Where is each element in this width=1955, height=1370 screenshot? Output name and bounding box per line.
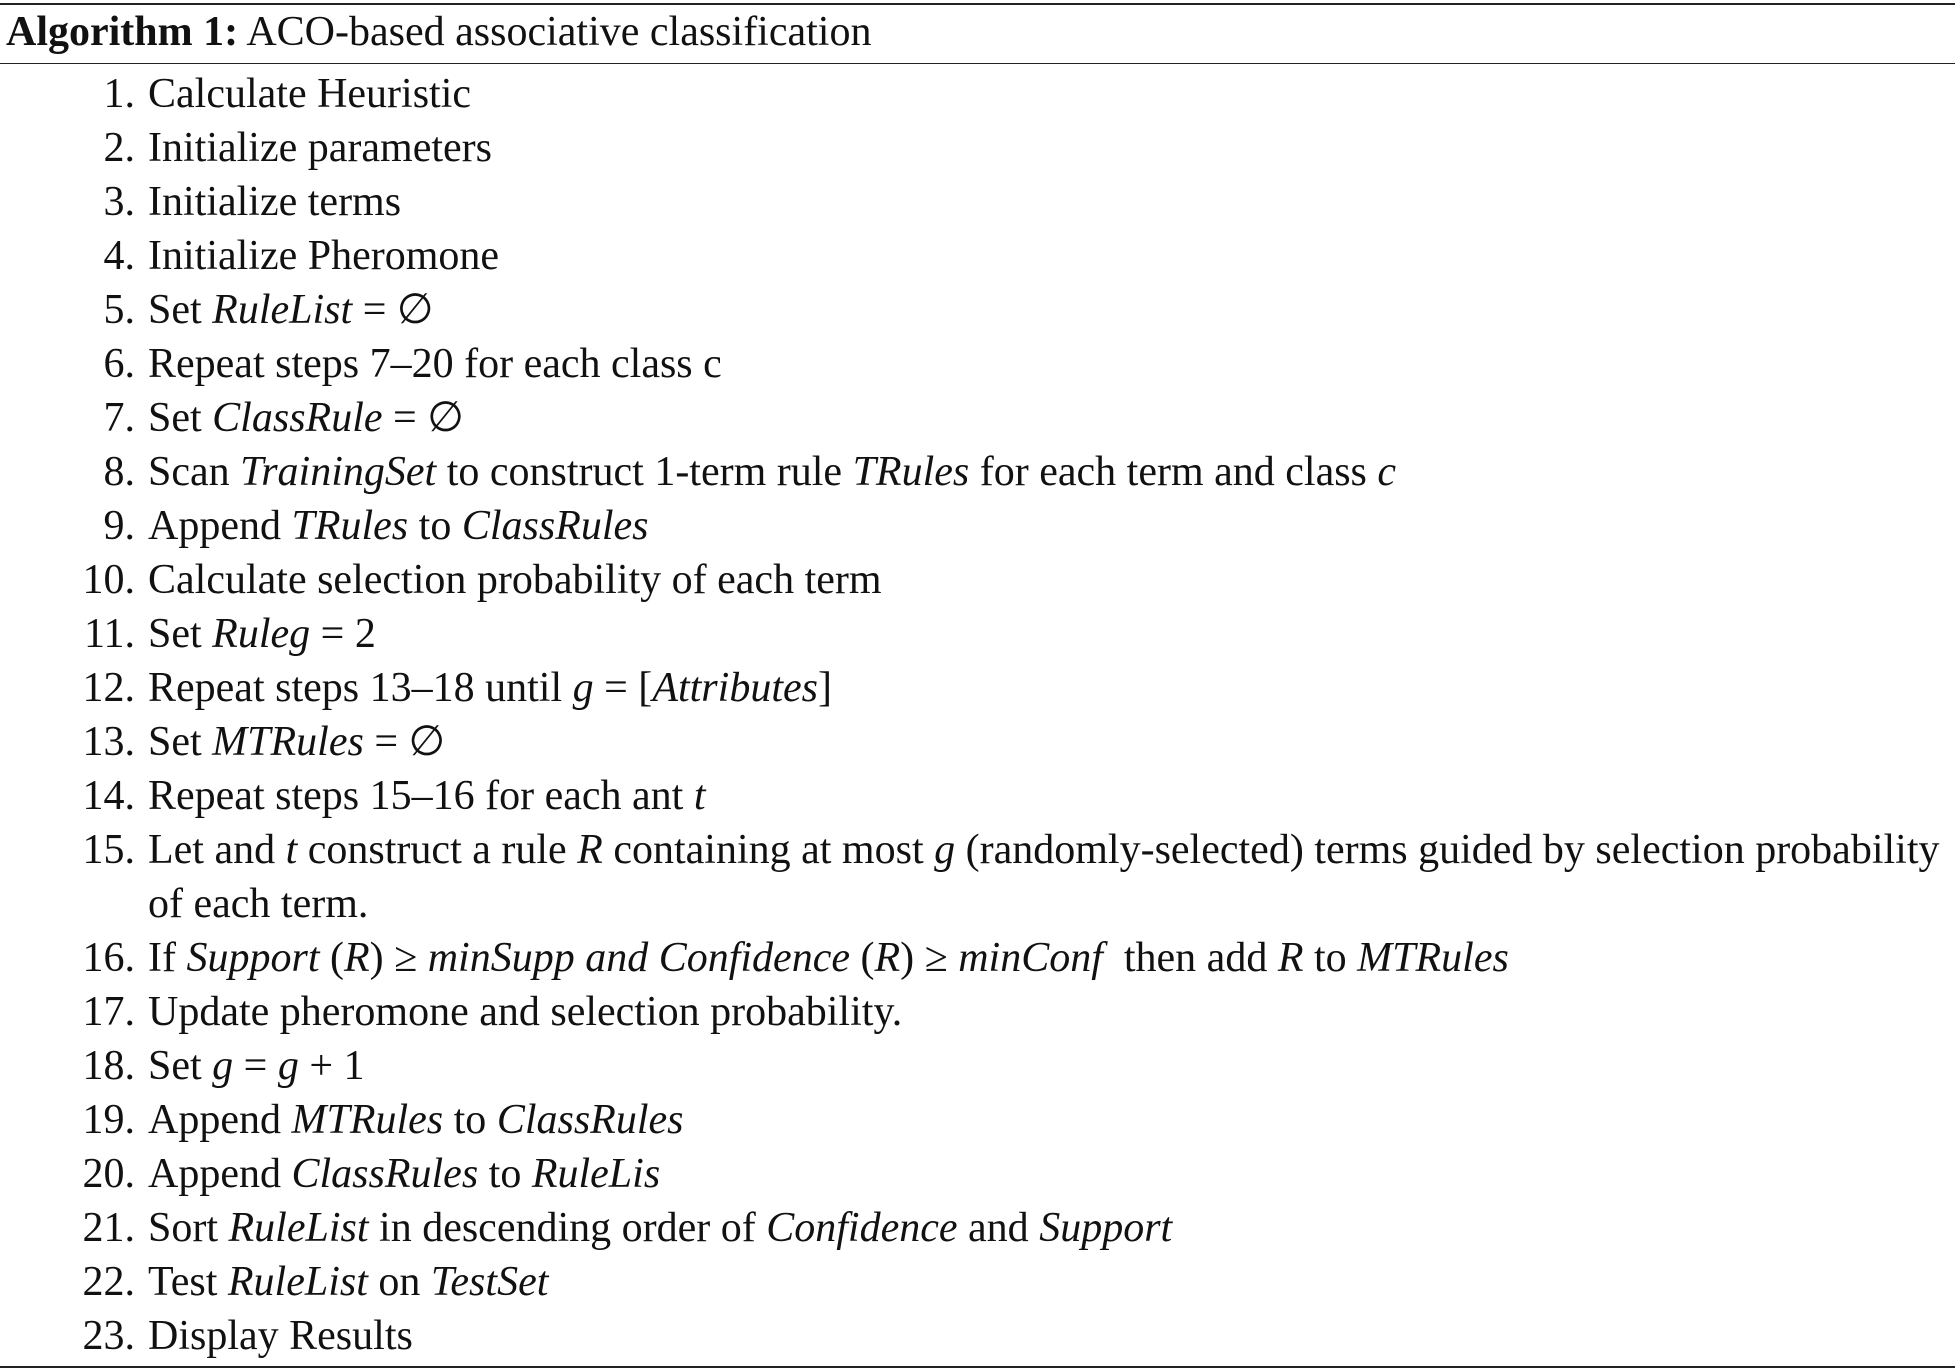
step-text-part: Repeat steps 13–18 until [148, 665, 573, 711]
step-6 [0, 337, 1955, 391]
step-20 [0, 1147, 1955, 1201]
step-math-var: Attributes [652, 665, 818, 711]
step-text [148, 1201, 1172, 1255]
step-number: 9. [103, 503, 135, 549]
step-text-part: Set [148, 611, 213, 657]
step-text-part: ] [817, 665, 832, 711]
step-math-var: RuleList [228, 1205, 369, 1251]
algorithm-caption [6, 6, 871, 58]
step-1 [0, 67, 1955, 121]
step-math-var: TRules [291, 503, 409, 549]
step-9 [0, 499, 1955, 553]
step-text-part: to [408, 503, 462, 549]
step-text-part: Append [148, 1097, 292, 1143]
step-15 [0, 823, 1955, 931]
step-text-part: to [478, 1151, 532, 1197]
step-text-part: then add [1102, 935, 1278, 981]
step-number: 23. [82, 1313, 135, 1359]
step-text-part: ( [319, 935, 344, 981]
step-text-part: to [1303, 935, 1358, 981]
step-number: 21. [82, 1205, 135, 1251]
step-text [148, 1039, 365, 1093]
step-text-part: = [ [593, 665, 653, 711]
step-text: Initialize Pheromone [148, 233, 500, 279]
step-text-part: ) ≥ [369, 935, 428, 981]
step-text-part: Append [148, 503, 292, 549]
step-number: 3. [103, 179, 135, 225]
step-math-var: TestSet [430, 1259, 549, 1305]
step-math-var: g [572, 665, 594, 711]
step-number: 15. [82, 827, 135, 873]
step-text-part: Append [148, 1151, 292, 1197]
step-22 [0, 1255, 1955, 1309]
step-text-part: Sort [148, 1205, 229, 1251]
step-text [148, 931, 1509, 985]
step-number: 13. [82, 719, 135, 765]
step-number: 6. [103, 341, 135, 387]
step-math-var: TRules [852, 449, 970, 495]
step-math-var: R [1277, 935, 1304, 981]
step-math-var: RuleLis [531, 1151, 661, 1197]
step-text: Calculate Heuristic [148, 71, 472, 117]
step-text-part: = ∅ [352, 287, 434, 333]
step-text-part: Let and [148, 827, 286, 873]
step-text [148, 823, 1953, 931]
step-text-part: containing at most [602, 827, 935, 873]
step-11 [0, 607, 1955, 661]
step-math-var: R [344, 935, 370, 981]
step-math-var: ClassRules [291, 1151, 479, 1197]
step-7 [0, 391, 1955, 445]
step-text-part: Repeat steps 15–16 for each ant [148, 773, 694, 819]
step-math-var: t [285, 827, 298, 873]
step-text-part: construct a rule [297, 827, 578, 873]
step-number: 19. [82, 1097, 135, 1143]
step-text [148, 607, 376, 661]
step-text-part: (randomly-selected) terms guided by selection probability of each term. [148, 827, 1940, 927]
step-text-part: = [233, 1043, 278, 1089]
step-2 [0, 121, 1955, 175]
bottom-rule [0, 1366, 1955, 1368]
header-rule [0, 63, 1955, 64]
step-number: 12. [82, 665, 135, 711]
step-text: Initialize parameters [148, 125, 492, 171]
step-math-var: MTRules [212, 719, 364, 765]
step-math-var: ClassRule [212, 395, 383, 441]
step-3 [0, 175, 1955, 229]
step-text-part: to construct 1-term rule [436, 449, 853, 495]
step-text-part: on [367, 1259, 431, 1305]
step-text: Repeat steps 7–20 for each class c [148, 341, 722, 387]
step-text [148, 499, 649, 553]
step-14 [0, 769, 1955, 823]
step-text [148, 445, 1396, 499]
step-text-part: = 2 [310, 611, 376, 657]
step-number: 8. [103, 449, 135, 495]
step-math-var: TrainingSet [240, 449, 437, 495]
step-number: 18. [82, 1043, 135, 1089]
step-16 [0, 931, 1955, 985]
step-number: 10. [82, 557, 135, 603]
step-math-var: t [693, 773, 706, 819]
step-19 [0, 1093, 1955, 1147]
step-text-part: ) ≥ [900, 935, 959, 981]
step-number: 11. [84, 611, 135, 657]
step-math-var: MTRules [291, 1097, 444, 1143]
step-text-part: If [148, 935, 187, 981]
step-number: 7. [103, 395, 135, 441]
step-text-part: + 1 [298, 1043, 365, 1089]
step-math-var: RuleList [227, 1259, 368, 1305]
step-math-var: g [212, 1043, 234, 1089]
step-number: 16. [82, 935, 135, 981]
step-number: 4. [103, 233, 135, 279]
step-list [0, 67, 1955, 1363]
step-math-var: RuleList [212, 287, 353, 333]
step-12 [0, 661, 1955, 715]
step-text-part: Set [148, 395, 213, 441]
step-text-part: Test [148, 1259, 228, 1305]
step-math-var: Support [1039, 1205, 1173, 1251]
step-21 [0, 1201, 1955, 1255]
step-13 [0, 715, 1955, 769]
step-math-var: Support [186, 935, 320, 981]
step-number: 22. [82, 1259, 135, 1305]
step-text-part: ( [849, 935, 875, 981]
step-math-var: MTRules [1357, 935, 1509, 981]
step-number: 17. [82, 989, 135, 1035]
top-rule [0, 3, 1955, 5]
step-number: 5. [103, 287, 135, 333]
step-number: 1. [103, 71, 135, 117]
step-text-part: = ∅ [363, 719, 446, 765]
step-text-part: Set [148, 719, 213, 765]
step-math-var: g [934, 827, 956, 873]
step-text-part: in descending order of [368, 1205, 767, 1251]
step-math-var: g [277, 1043, 299, 1089]
step-math-var: ClassRules [496, 1097, 684, 1143]
step-4 [0, 229, 1955, 283]
step-math-var: ClassRules [461, 503, 649, 549]
step-text: Initialize terms [148, 179, 402, 225]
step-23 [0, 1309, 1955, 1363]
step-17 [0, 985, 1955, 1039]
step-text: Calculate selection probability of each term [148, 557, 882, 603]
step-text [148, 769, 706, 823]
step-text: Update pheromone and selection probability. [148, 989, 903, 1035]
step-number: 14. [82, 773, 135, 819]
step-math-var: c [1377, 449, 1397, 495]
step-text [148, 1147, 660, 1201]
step-math-var: minConf [958, 935, 1103, 981]
step-math-var: minSupp and Confidence [427, 935, 850, 981]
step-text-part: Set [148, 1043, 213, 1089]
step-text [148, 661, 832, 715]
step-10 [0, 553, 1955, 607]
step-math-var: R [874, 935, 901, 981]
step-math-var: Ruleg [212, 611, 311, 657]
step-number: 20. [82, 1151, 135, 1197]
step-8 [0, 445, 1955, 499]
step-5 [0, 283, 1955, 337]
step-text [148, 715, 445, 769]
step-text [148, 283, 433, 337]
step-text [148, 391, 464, 445]
step-math-var: Confidence [766, 1205, 958, 1251]
step-number: 2. [103, 125, 135, 171]
step-math-var: R [577, 827, 603, 873]
step-text-part: = ∅ [382, 395, 464, 441]
step-text-part: Set [148, 287, 213, 333]
step-18 [0, 1039, 1955, 1093]
step-text-part: Scan [148, 449, 241, 495]
algorithm-title: ACO-based associative classification [246, 9, 872, 55]
step-text-part: and [957, 1205, 1040, 1251]
step-text-part: for each term and class [969, 449, 1378, 495]
step-text: Display Results [148, 1313, 413, 1359]
step-text [148, 1255, 548, 1309]
algorithm-label: Algorithm 1: [6, 9, 239, 55]
step-text [148, 1093, 684, 1147]
step-text-part: to [443, 1097, 497, 1143]
